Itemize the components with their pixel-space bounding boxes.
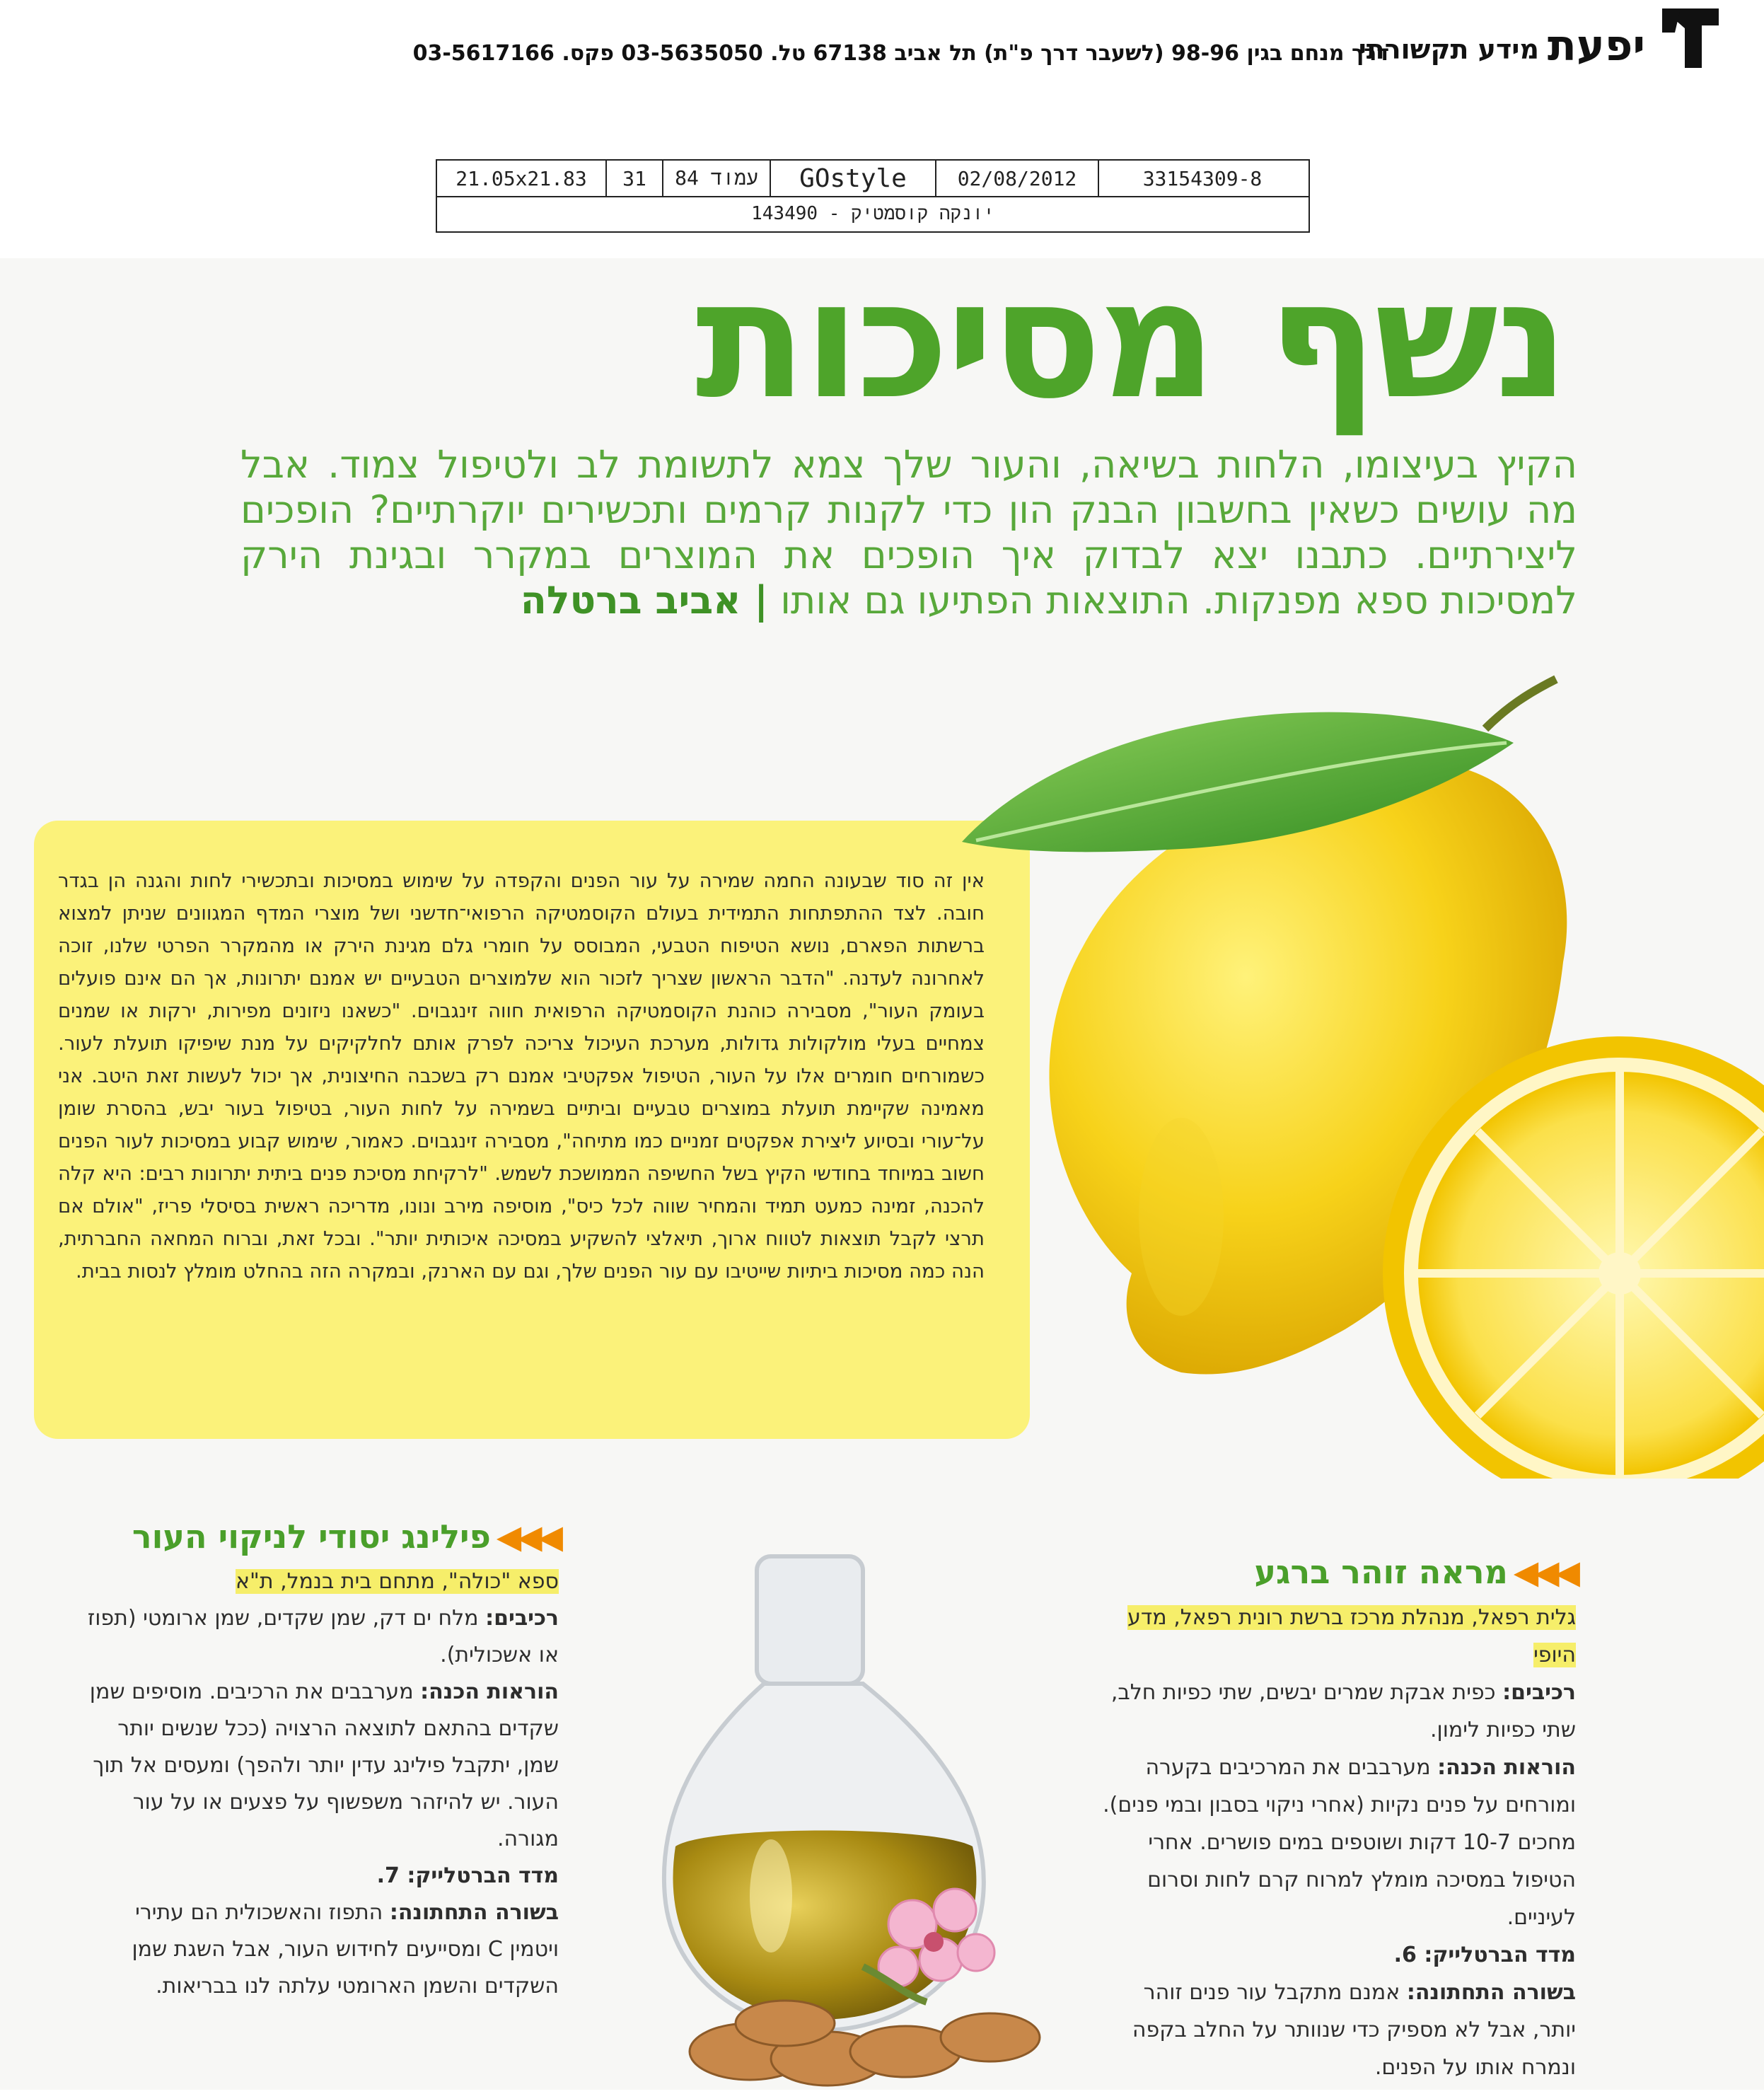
recipe-glow-rating: מדד הברטלייק: 6. xyxy=(1393,1943,1576,1967)
yifat-logo-icon xyxy=(1659,4,1722,72)
prep-label: הוראות הכנה: xyxy=(420,1679,559,1704)
recipe-glow-ingredients xyxy=(1095,1674,1576,1749)
recipe-peeling-title: פילינג יסודי לניקוי העור xyxy=(132,1517,491,1556)
header-brand: יפעת xyxy=(1547,21,1645,71)
recipe-peeling xyxy=(85,1514,559,2005)
article-intro xyxy=(240,442,1577,623)
clip-client: יונקה קוסמטיק - 143490 xyxy=(751,202,994,224)
ingredients-text: מלח ים דק, שמן שקדים, שמן ארומטי (תפוז או אשכולית). xyxy=(87,1606,559,1667)
bottom-line-label: בשורה התחתונה: xyxy=(389,1900,559,1925)
clip-date: 02/08/2012 xyxy=(936,161,1099,196)
ingredients-label: רכיבים: xyxy=(485,1606,559,1631)
article-title: נשף מסיכות xyxy=(695,246,1566,435)
recipe-glow xyxy=(1095,1549,1576,2086)
recipe-peeling-credit-text: ספא "כולה", מתחם בית בנמל, ת"א xyxy=(235,1569,559,1594)
recipe-glow-prep xyxy=(1095,1749,1576,1936)
recipe-peeling-heading xyxy=(85,1514,559,1559)
ingredients-label: רכיבים: xyxy=(1502,1680,1576,1705)
prep-text: מערבבים את הרכיבים. מוסיפים שמן שקדים בהתאם לתוצאה הרצויה (ככל שנשים יותר שמן, יתקבל פילינג עדין יותר ולהפך) ומעסים אל תוך העור. יש להיזהר משפשוף על פצעים או על עור מגורה. xyxy=(89,1679,559,1851)
clip-info-row xyxy=(437,161,1309,197)
recipe-peeling-prep xyxy=(85,1674,559,1858)
lemon-illustration xyxy=(948,665,1764,1479)
bottom-line-text: אמנם מתקבל עור פנים זוהר יותר, אבל לא מספיק כדי שנוותר על החלב בקפה ונמרח אותו על הפנים. xyxy=(1132,1980,1576,2080)
clip-page: עמוד 84 xyxy=(663,161,771,196)
header-subtitle: מידע תקשורתי xyxy=(1358,34,1539,65)
bottom-line-text: התפוז והאשכולית הם עתירי ויטמין C ומסייעים לחידוש העור, אבל השגת שמן השקדים והשמן הארומטי עלתה לנו בבריאות. xyxy=(132,1900,559,1998)
recipe-peeling-rating: מדד הברטלייק: 7. xyxy=(376,1863,559,1888)
prep-label: הוראות הכנה: xyxy=(1437,1755,1576,1780)
header-address: דרך מנחם בגין 98-96 (לשעבר דרך פ"ת) תל אביב 67138 טל. 03-5635050 פקס. 03-5617166 xyxy=(412,41,1389,66)
article-body: אין זה סוד שבעונה החמה שמירה על עור הפנים והקפדה על שימוש במסיכות ובתכשירי לחות והגנה הן בגדר חובה. לצד ההתפתחות התמידית בעולם הקוסמטיקה הרפואי־חדשני ושל מוצרי המדף המגוונים שניתן למצוא ברשתות הפארם, נושא הטיפוח הטבעי, המבוסס על חומרי גלם מגינת הירק או מהמקרר הפרטי שלנו, זוכה לאחרונה לעדנה. "הדבר הראשון שצריך לזכור הוא שלמוצרים הטבעיים יש אמנם יתרונות, אך הם אינם פועלים בעומק העור", מסבירה כוהנת הקוסמטיקה הרפואית חווה זינגבוים. "כשאנו ניזונים מפירות, ירקות או שמנים צמחיים בעלי מולקולות גדולות, מערכת העיכול צריכה לפרק אותם לחלקיקים על מנת שיפיקו תועלת לעור. כשמורחים חומרים אלו על העור, הטיפול אפקטיבי אמנם רק בשכבה החיצונית, אך יכול לעשות זאת היטב. אני מאמינה שקיימת תועלת במוצרים טבעיים וביתיים בשמירה על לחות העור, בטיפול בעור יבש, בהסרת שומן על־עורי ובסיוע ליצירת אפקטים זמניים כמו מתיחה", מסבירה זינגבוים. כאמור, שימוש קבוע במסיכות לעור הפנים חשוב במיוחד בחודשי הקיץ בשל החשיפה הממושכת לשמש. "לרקיחת מסיכת פנים ביתית יתרונות רבים: היא קלה להכנה, זמינה כמעט תמיד והמחיר שווה לכל כיס", מוסיפה מירב ונונו, מדריכה ראשית בסיסלי פריז, "אולם אם תרצי לקבל תוצאות לטווח ארוך, תיאלצי להשקיע במסיכה איכותית יותר". ובכל זאת, וברוח המחאה החברתית, הנה כמה מסיכות ביתיות שייטיבו עם עור הפנים שלך, וגם עם הארנק, ובמקרה הזה בהחלט מומלץ לנסות בבית. xyxy=(58,869,985,1283)
clip-publication: GOstyle xyxy=(771,161,936,196)
orange-arrows-icon: ◀◀◀ xyxy=(1513,1553,1576,1591)
recipe-peeling-bottom-line xyxy=(85,1895,559,2005)
oil-bottle-illustration xyxy=(594,1542,1075,2094)
recipe-glow-heading xyxy=(1095,1549,1576,1595)
recipe-peeling-ingredients xyxy=(85,1600,559,1674)
clip-info-table xyxy=(436,159,1310,233)
recipe-glow-credit xyxy=(1095,1599,1576,1674)
recipe-peeling-credit xyxy=(85,1563,559,1600)
intro-text: הקיץ בעיצומו, הלחות בשיאה, והעור שלך צמא לתשומת לב ולטיפול צמוד. אבל מה עושים כשאין בחשבון הבנק הון כדי לקנות קרמים ותכשירים יוקרתיים? הופכים ליצירתיים. כתבנו יצא לבדוק איך הופכים את המוצרים במקרר ובגינת הירק למסיכות ספא מפנקות. התוצאות הפתיעו גם אותו xyxy=(240,442,1577,623)
clip-id: 33154309-8 xyxy=(1142,166,1263,190)
bottom-line-label: בשורה התחתונה: xyxy=(1406,1980,1576,2005)
orange-arrows-icon: ◀◀◀ xyxy=(496,1517,559,1556)
clip-size: 21.05x21.83 xyxy=(437,161,607,196)
ingredients-text: כפית אבקת שמרים יבשים, שתי כפיות חלב, שתי כפיות לימון. xyxy=(1110,1680,1576,1742)
author-byline: | אביב ברטלה xyxy=(520,578,769,623)
prep-text: מערבבים את המרכיבים בקערה ומורחים על פנים נקיות (אחרי ניקוי בסבון ובמי פנים). מחכים 10-7 דקות ושוטפים במים פושרים. אחרי הטיפול במסיכה מומלץ למרוח קרם לחות וסרום לעיניים. xyxy=(1103,1755,1576,1930)
recipe-glow-credit-text: גלית רפאל, מנהלת מרכז ברשת רונית רפאל, מדע היופי xyxy=(1127,1605,1576,1667)
recipe-glow-title: מראה זוהר ברגע xyxy=(1254,1553,1508,1591)
clip-num: 31 xyxy=(607,161,663,196)
recipe-glow-bottom-line xyxy=(1095,1974,1576,2086)
